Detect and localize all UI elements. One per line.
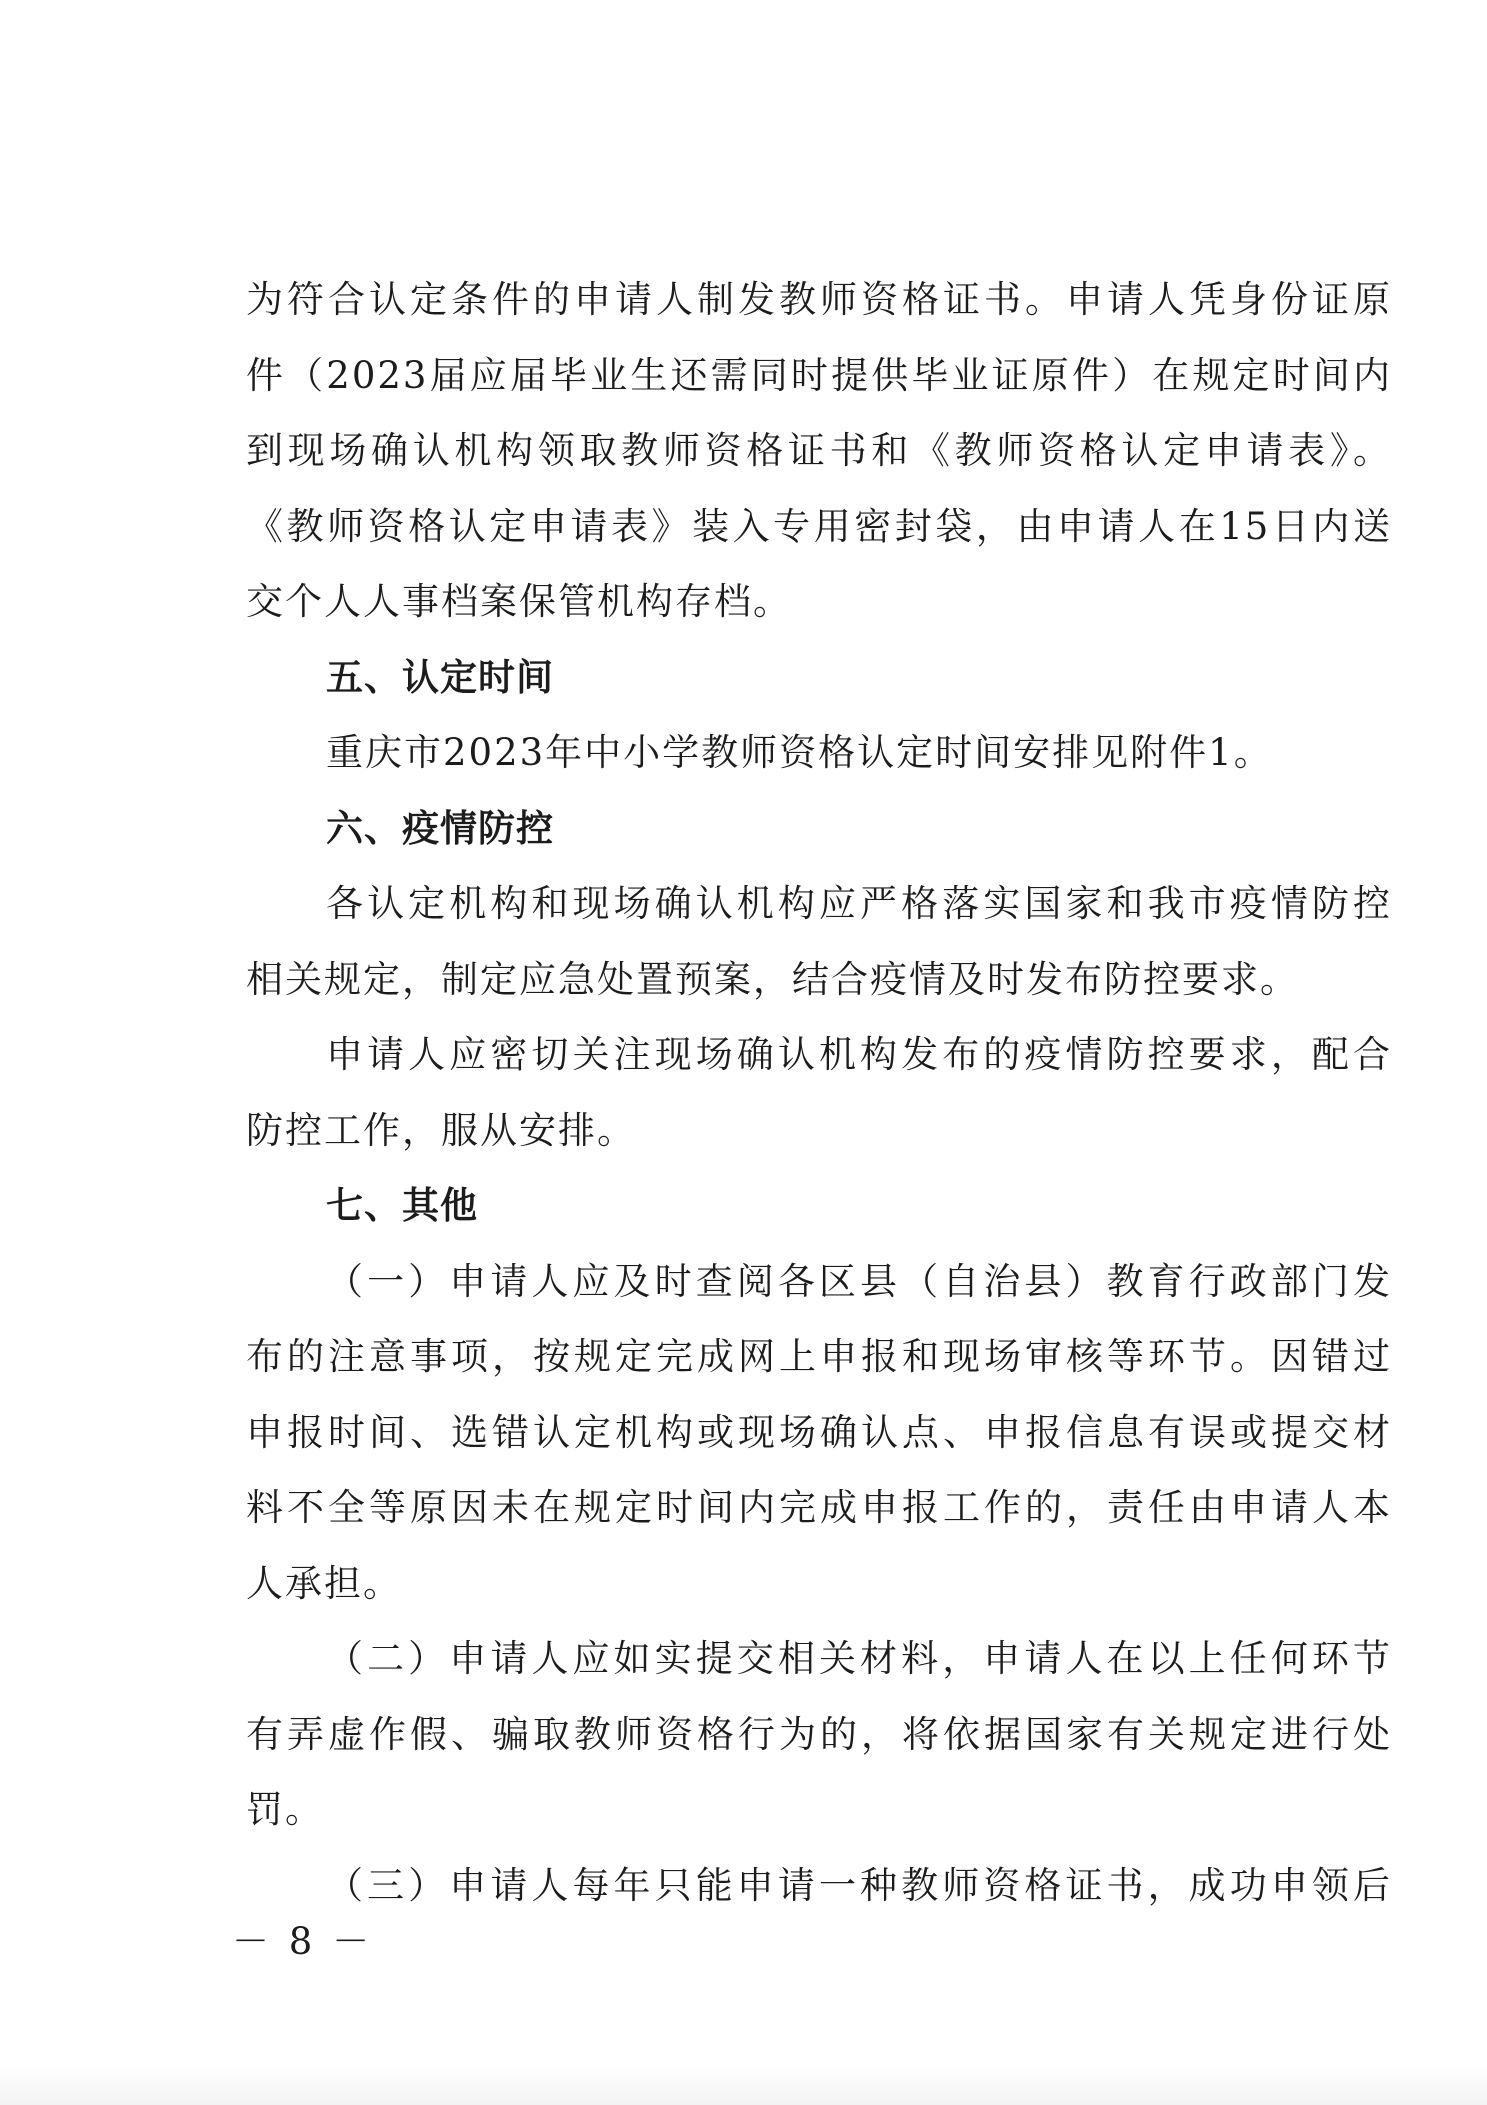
section-heading: 七、其他 <box>326 1184 478 1227</box>
scan-edge <box>0 2065 1487 2105</box>
section-heading: 五、认定时间 <box>326 655 554 699</box>
text-line: 件（2023届应届毕业生还需同时提供毕业证原件）在规定时间内 <box>246 353 1392 397</box>
text-line: 布的注意事项，按规定完成网上申报和现场审核等环节。因错过 <box>246 1335 1392 1378</box>
page-number: － 8 － <box>232 1920 374 1963</box>
text-line: （二）申请人应如实提交相关材料，申请人在以上任何环节 <box>326 1637 1392 1680</box>
text-line: 相关规定，制定应急处置预案，结合疫情及时发布防控要求。 <box>246 957 1299 1001</box>
text-line: 申请人应密切关注现场确认机构发布的疫情防控要求，配合 <box>326 1033 1392 1076</box>
text-line: （一）申请人应及时查阅各区县（自治县）教育行政部门发 <box>326 1259 1392 1303</box>
text-line: （三）申请人每年只能申请一种教师资格证书，成功申领后 <box>326 1863 1392 1907</box>
text-line: 罚。 <box>246 1788 324 1831</box>
text-line: 人承担。 <box>246 1561 402 1605</box>
text-line: 重庆市2023年中小学教师资格认定时间安排见附件1。 <box>326 731 1273 774</box>
text-line: 到现场确认机构领取教师资格证书和《教师资格认定申请表》。 <box>246 429 1392 472</box>
section-heading: 六、疫情防控 <box>326 806 554 850</box>
text-line: 《教师资格认定申请表》装入专用密封袋，由申请人在15日内送 <box>246 504 1392 548</box>
text-line: 各认定机构和现场确认机构应严格落实国家和我市疫情防控 <box>326 882 1392 925</box>
text-line: 防控工作，服从安排。 <box>246 1108 636 1152</box>
text-line: 有弄虚作假、骗取教师资格行为的，将依据国家有关规定进行处 <box>246 1712 1392 1756</box>
document-body <box>246 262 1392 1923</box>
text-line: 交个人人事档案保管机构存档。 <box>246 580 792 623</box>
text-line: 申报时间、选错认定机构或现场确认点、申报信息有误或提交材 <box>246 1410 1392 1454</box>
text-line: 料不全等原因未在规定时间内完成申报工作的，责任由申请人本 <box>246 1486 1392 1529</box>
text-line: 为符合认定条件的申请人制发教师资格证书。申请人凭身份证原 <box>246 278 1392 321</box>
